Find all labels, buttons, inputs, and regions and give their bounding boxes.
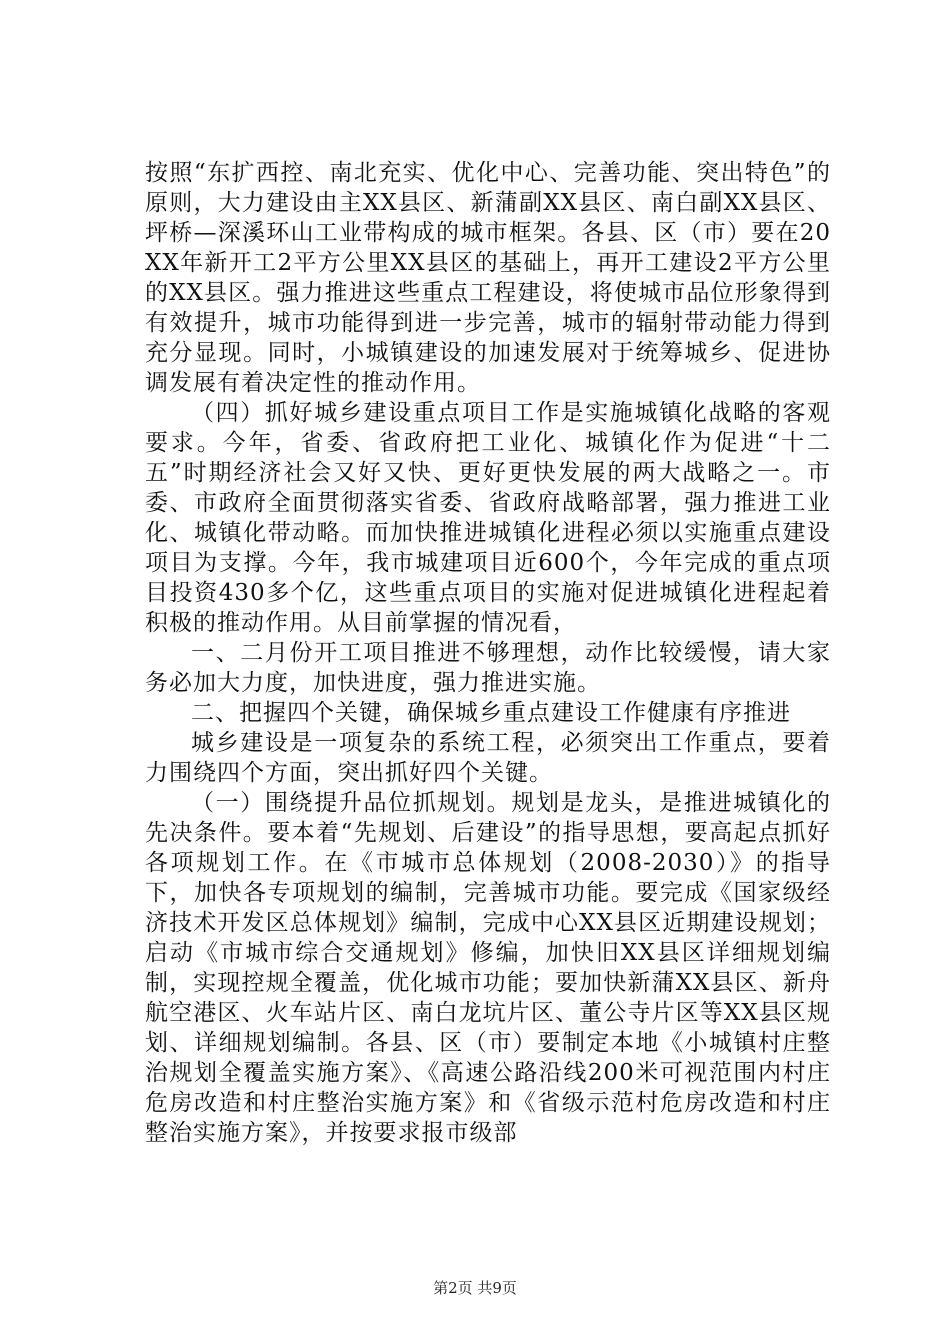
paragraph-3: 一、二月份开工项目推进不够理想，动作比较缓慢，请大家务必加大力度，加快进度，强力推进实施。 bbox=[145, 640, 831, 696]
paragraph-6: （一）围绕提升品位抓规划。规划是龙头，是推进城镇化的先决条件。要本着“先规划、后建设”的指导思想，要高起点抓好各项规划工作。在《市城市总体规划（2008-2030）》的指导下，加快各专项规划的编制，完善城市功能。要完成《国家级经济技术开发区总体规划》编制，完成中心XX县区近期建设规划；启动《市城市综合交通规划》修编，加快旧XX县区详细规划编制，实现控规全覆盖，优化城市功能；要加快新蒲XX县区、新舟航空港区、火车站片区、南白龙坑片区、董公寺片区等XX县区规划、详细规划编制。各县、区（市）要制定本地《小城镇村庄整治规划全覆盖实施方案》、《高速公路沿线200米可视范围内村庄危房改造和村庄整治实施方案》和《省级示范村危房改造和村庄整治实施方案》，并按要求报市级部 bbox=[145, 790, 831, 1146]
paragraph-2: （四）抓好城乡建设重点项目工作是实施城镇化战略的客观要求。今年，省委、省政府把工业化、城镇化作为促进“十二五”时期经济社会又好又快、更好更快发展的两大战略之一。市委、市政府全面贯彻落实省委、省政府战略部署，强力推进工业化、城镇化带动略。而加快推进城镇化进程必须以实施重点建设项目为支撑。今年，我市城建项目近600个，今年完成的重点项目投资430多个亿，这些重点项目的实施对促进城镇化进程起着积极的推动作用。从目前掌握的情况看， bbox=[145, 400, 831, 636]
document-body bbox=[145, 158, 831, 1148]
paragraph-4-heading: 二、把握四个关键，确保城乡重点建设工作健康有序推进 bbox=[191, 700, 791, 726]
page-number-footer: 第2页 共9页 bbox=[433, 1279, 517, 1297]
paragraph-1: 按照“东扩西控、南北充实、优化中心、完善功能、突出特色”的原则，大力建设由主XX县区、新蒲副XX县区、南白副XX县区、坪桥—深溪环山工业带构成的城市框架。各县、区（市）要在20XX年新开工2平方公里XX县区的基础上，再开工建设2平方公里的XX县区。强力推进这些重点工程建设，将使城市品位形象得到有效提升，城市功能得到进一步完善，城市的辐射带动能力得到充分显现。同时，小城镇建设的加速发展对于统筹城乡、促进协调发展有着决定性的推动作用。 bbox=[145, 160, 831, 396]
paragraph-5: 城乡建设是一项复杂的系统工程，必须突出工作重点，要着力围绕四个方面，突出抓好四个关键。 bbox=[145, 730, 831, 786]
